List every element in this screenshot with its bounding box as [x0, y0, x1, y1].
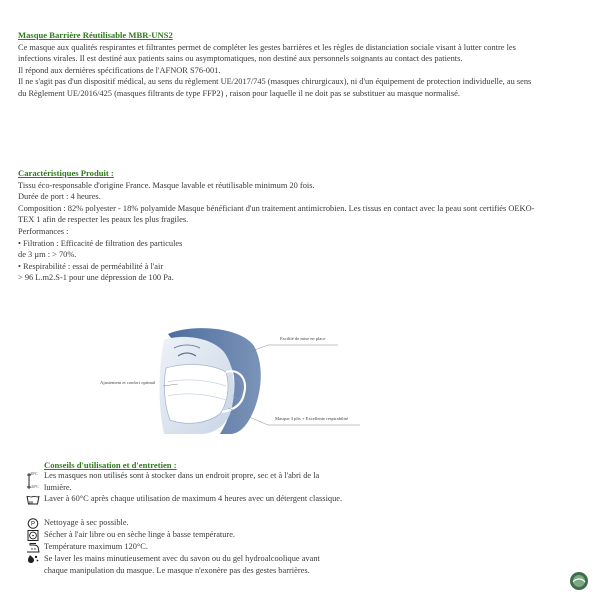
- tumble-dry-icon: [26, 530, 40, 541]
- care-text-dry-clean: Nettoyage à sec possible.: [44, 518, 129, 527]
- char-line-composition: Composition : 82% polyester - 18% polyamide Masque bénéficiant d'un traitement antimicrobien. Les tissus en contact avec la peau sont certifiés OEKO-TEX 1 afin de respecter les peaux les plus fragiles.: [18, 203, 535, 225]
- product-afnor: Il répond aux dernières spécifications de l'AFNOR S76-001.: [18, 65, 221, 75]
- product-description: Ce masque aux qualités respirantes et filtrantes permet de compléter les gestes barrières et les règles de distanciation sociale visant à lutter contre les infections virales. Il est destiné aux patients sains ou asymptomatiques, non destiné aux personnels soignants au contact des patients.: [18, 42, 516, 64]
- svg-text:P: P: [30, 521, 36, 528]
- hand-wash-icon: [26, 554, 40, 565]
- product-disclaimer: Il ne s'agit pas d'un dispositif médical, au sens du règlement UE/2017/745 (masques chirurgicaux), ni d'un équipement de protection individuelle, au sens du Règlement UE/2016/425 (masques filtrants de type FFP2) , raison pour laquelle il ne doit pas se substituer au masque normalisé.: [18, 77, 532, 98]
- wash-temp-label: 60: [29, 500, 33, 505]
- char-line-duration: Durée de port : 4 heures.: [18, 192, 101, 202]
- product-title: Masque Barrière Réutilisable MBR-UNS2: [18, 30, 173, 40]
- char-line-filtration-value: de 3 µm : > 70%.: [18, 250, 77, 260]
- temp-hi-label: 40°C: [30, 472, 38, 476]
- care-title: Conseils d'utilisation et d'entretien :: [44, 460, 177, 470]
- iron-icon: [26, 542, 40, 553]
- char-line-breathability: • Respirabilité : essai de perméabilité à l'air: [18, 261, 164, 271]
- char-line-filtration: • Filtration : Efficacité de filtration des particules: [18, 238, 183, 248]
- char-line-breathability-value: > 96 L.m2.S-1 pour une dépression de 100 Pa.: [18, 273, 174, 283]
- characteristics-title: Caractéristiques Produit :: [18, 168, 114, 178]
- label-comfort: Ajustement et confort optimal: [100, 380, 156, 385]
- care-text-hand-wash: Se laver les mains minutieusement avec du savon ou du gel hydroalcoolique avant chaque manipulation du masque. Le masque n'exonère pas des gestes barrières.: [44, 554, 320, 575]
- care-text-wash: Laver à 60°C après chaque utilisation de maximum 4 heures avec un détergent classique.: [44, 494, 343, 503]
- dry-clean-icon: [26, 518, 40, 529]
- temp-lo-label: -20°C: [30, 485, 39, 489]
- care-text-storage: Les masques non utilisés sont à stocker dans un endroit propre, sec et à l'abri de la lumière.: [44, 471, 320, 492]
- char-line-performance: Performances :: [18, 226, 69, 236]
- char-line-origin: Tissu éco-responsable d'origine France. Masque lavable et réutilisable minimum 20 fois.: [18, 180, 315, 190]
- care-text-iron: Température maximum 120°C.: [44, 542, 148, 551]
- care-text-tumble-dry: Sécher à l'air libre ou en sèche linge à basse température.: [44, 530, 236, 539]
- label-three-plies: Masque 3 plis + Excellente respirabilité: [275, 416, 349, 421]
- brand-logo-icon: [568, 570, 590, 592]
- label-easy-fit: Facilité de mise en place: [280, 336, 326, 341]
